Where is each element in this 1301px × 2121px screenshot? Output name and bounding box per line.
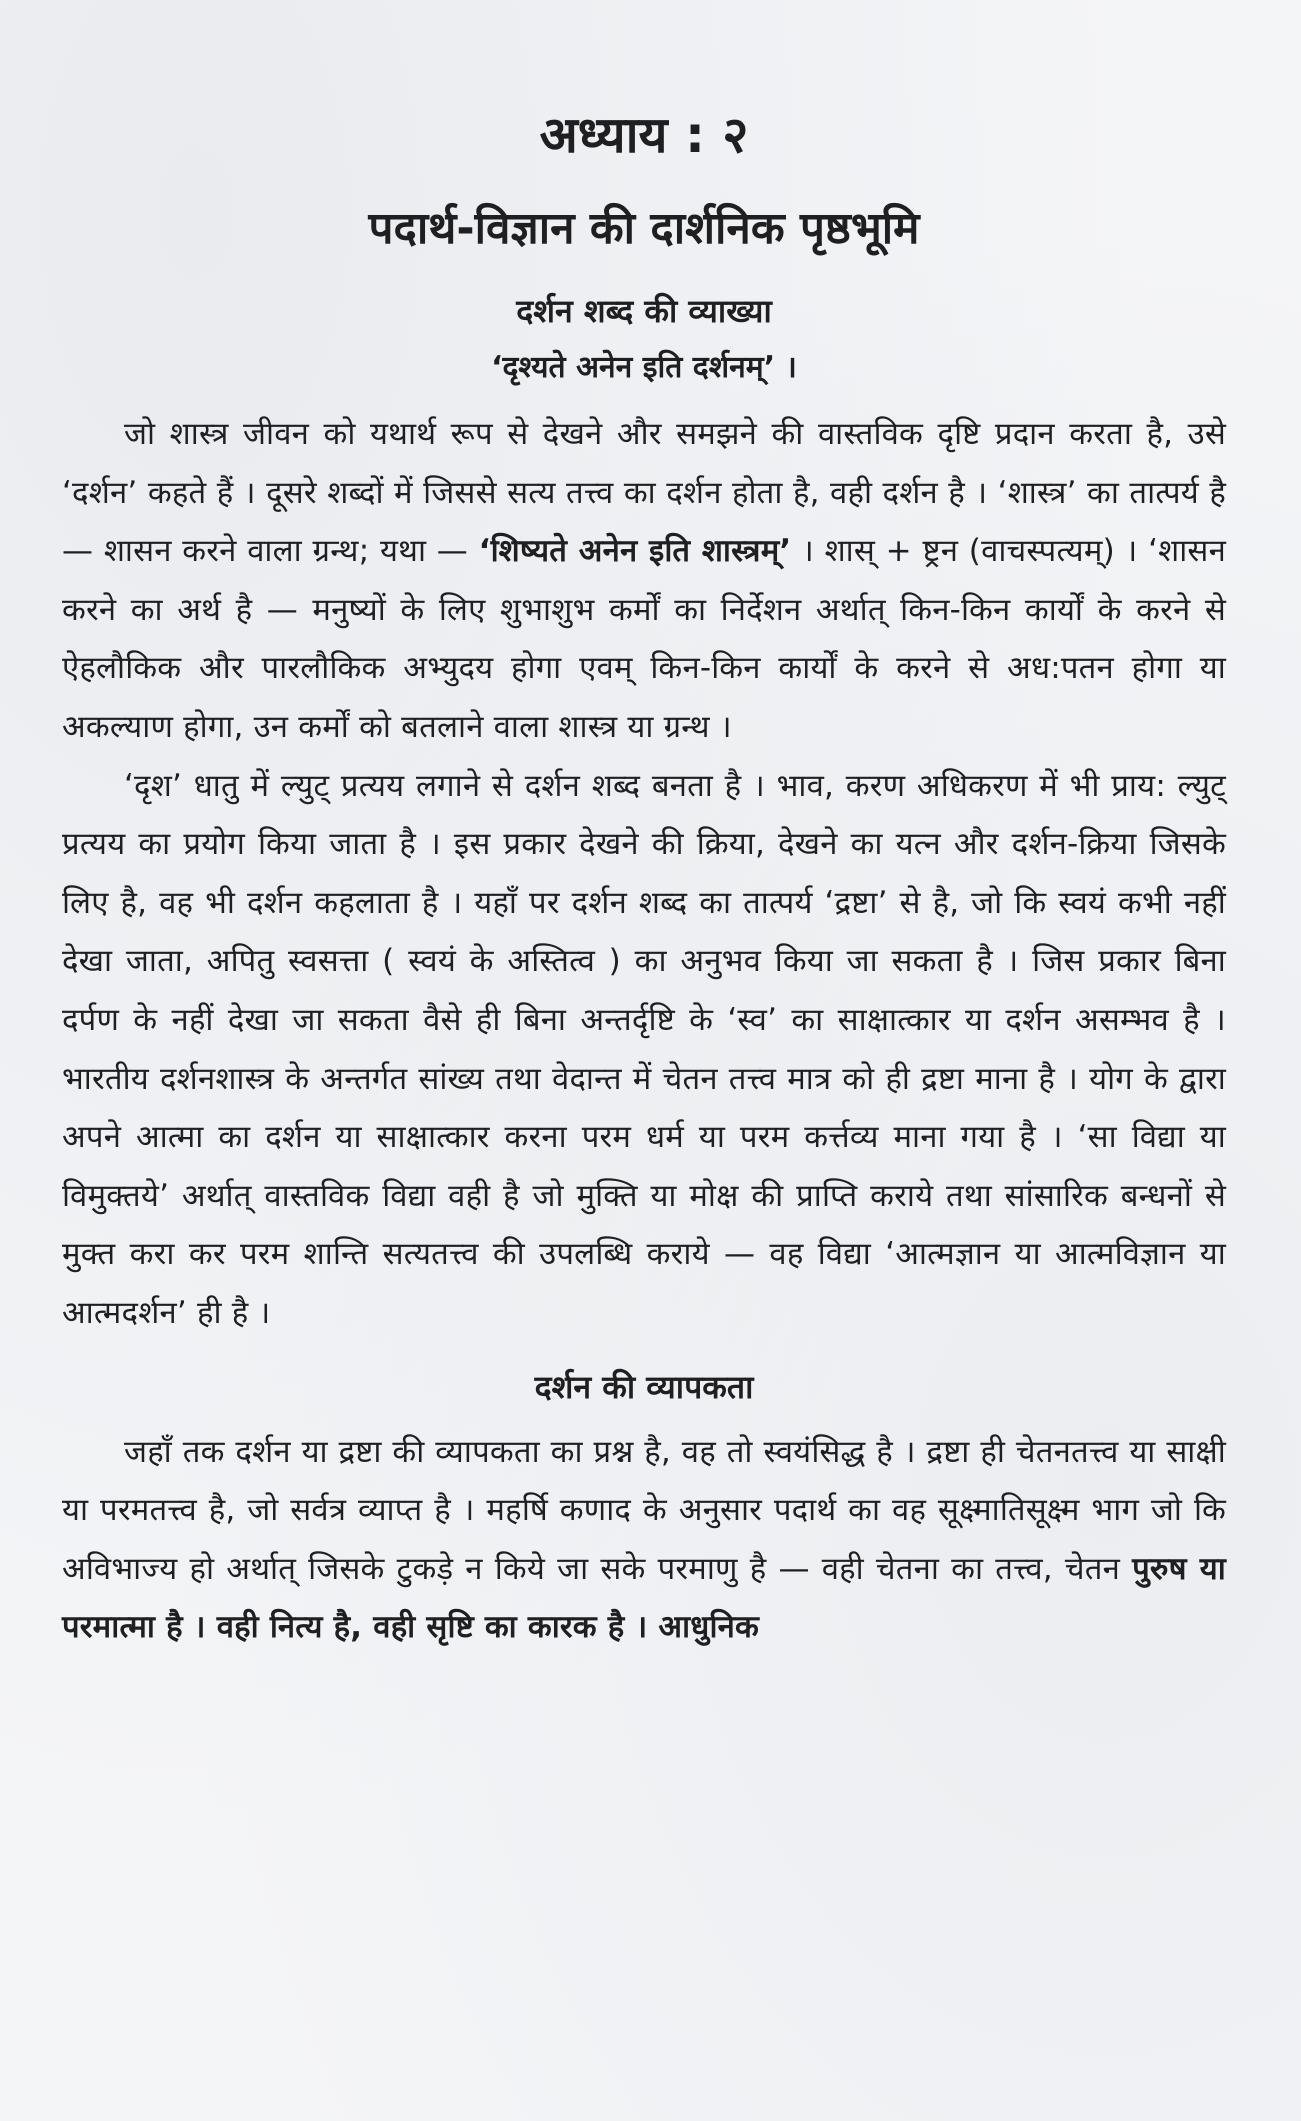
paragraph-3-text: जहाँ तक दर्शन या द्रष्टा की व्यापकता का प्रश्न है, वह तो स्वयंसिद्ध है । द्रष्टा ही चेतनतत्त्व या साक्षी या परमतत्त्व है, जो सर्वत्र व्याप्त है । महर्षि कणाद के अनुसार पदार्थ का वह सूक्ष्मातिसूक्ष्म भाग जो कि अविभाज्य हो अर्थात् जिसके टुकड़े न किये जा सके परमाणु है — वही चेतना का तत्त्व, चेतन: [62, 1433, 1226, 1587]
paragraph-2: ‘दृश’ धातु में ल्युट् प्रत्यय लगाने से दर्शन शब्द बनता है । भाव, करण अधिकरण में भी प्राय: ल्युट् प्रत्यय का प्रयोग किया जाता है । इस प्रकार देखने की क्रिया, देखने का यत्न और दर्शन-क्रिया जिसके लिए है, वह भी दर्शन कहलाता है । यहाँ पर दर्शन शब्द का तात्पर्य ‘द्रष्टा’ से है, जो कि स्वयं कभी नहीं देखा जाता, अपितु स्वसत्ता ( स्वयं के अस्तित्व ) का अनुभव किया जा सकता है । जिस प्रकार बिना दर्पण के नहीं देखा जा सकता वैसे ही बिना अन्तर्दृष्टि के ‘स्व’ का साक्षात्कार या दर्शन असम्भव है । भारतीय दर्शनशास्त्र के अन्तर्गत सांख्य तथा वेदान्त में चेतन तत्त्व मात्र को ही द्रष्टा माना है । योग के द्वारा अपने आत्मा का दर्शन या साक्षात्कार करना परम धर्म या परम कर्त्तव्य माना गया है । ‘सा विद्या या विमुक्तये’ अर्थात् वास्तविक विद्या वही है जो मुक्ति या मोक्ष की प्राप्ति कराये तथा सांसारिक बन्धनों से मुक्त करा कर परम शान्ति सत्यतत्त्व की उपलब्धि कराये — वह विद्या ‘आत्मज्ञान या आत्मविज्ञान या आत्मदर्शन’ ही है ।: [62, 767, 1226, 1331]
section-heading-darshan-vyakhya: दर्शन शब्द की व्याख्या: [516, 292, 772, 330]
main-title: पदार्थ-विज्ञान की दार्शनिक पृष्ठभूमि: [368, 203, 920, 254]
paragraph-3: [62, 1423, 1226, 1657]
sanskrit-quote: ‘दृश्यते अनेन इति दर्शनम्’ ।: [491, 350, 797, 385]
paragraph-1: [62, 405, 1226, 757]
paragraph-1-text-a: जो शास्त्र जीवन को यथार्थ रूप से देखने और समझने की वास्तविक दृष्टि प्रदान करता है, उसे ‘दर्शन’ कहते हैं । दूसरे शब्दों में जिससे सत्य तत्त्व का दर्शन होता है, वही दर्शन है । ‘शास्त्र’ का तात्पर्य है — शासन करने वाला ग्रन्थ; यथा —: [62, 416, 1226, 570]
chapter-title: अध्याय : २: [539, 106, 749, 164]
section-2-heading-wrap: [62, 1357, 1226, 1417]
paragraph-3-bold-tail: पुरुष या परमात्मा है । वही नित्य है, वही सृष्टि का कारक है । आधुनिक: [62, 1550, 1226, 1646]
paragraph-1-bold-quote: ‘शिष्यते अनेन इति शास्त्रम्’: [478, 533, 792, 570]
section-heading-darshan-vyapakta: दर्शन की व्यापकता: [534, 1367, 754, 1406]
paragraph-1-text-b: । शास् + ष्ट्रन (वाचस्पत्यम्) । ‘शासन करने का अर्थ है — मनुष्यों के लिए शुभाशुभ कर्मों का निर्देशन अर्थात् किन-किन कार्यों के करने से ऐहलौकिक और पारलौकिक अभ्युदय होगा एवम् किन-किन कार्यों के करने से अध:पतन होगा या अकल्याण होगा, उन कर्मों को बतलाने वाला शास्त्र या ग्रन्थ ।: [62, 533, 1226, 745]
